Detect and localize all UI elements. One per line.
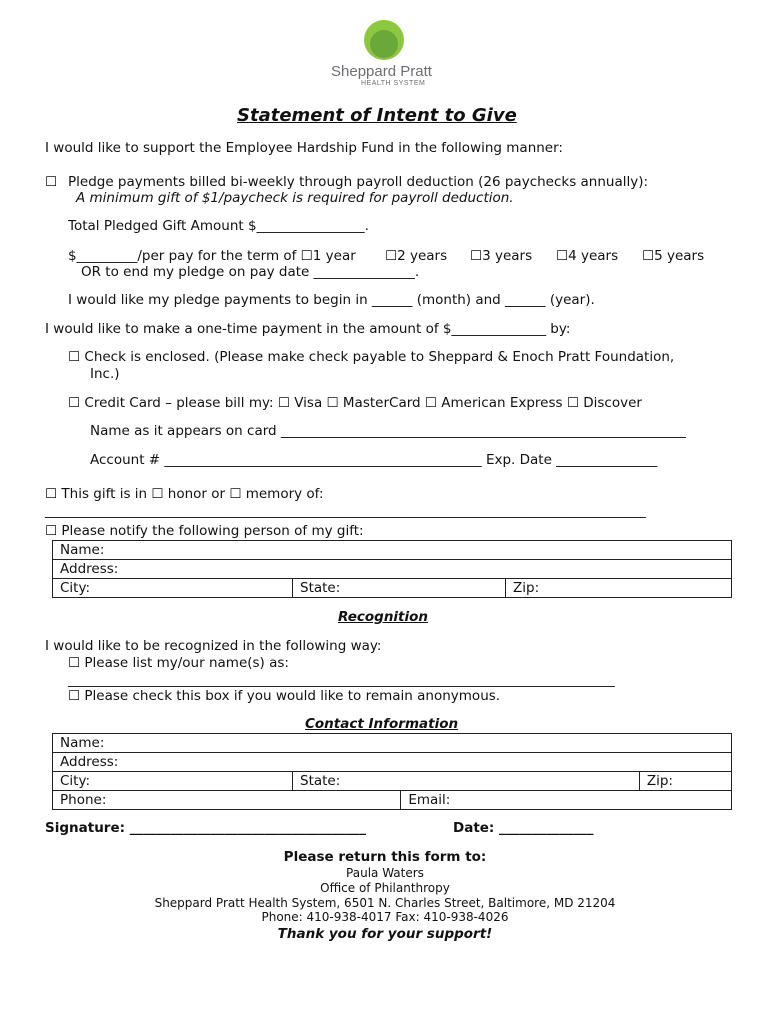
return-heading: Please return this form to: <box>283 849 487 865</box>
pledge-total: Total Pledged Gift Amount $________________. <box>68 218 369 234</box>
return-phone: Phone: 410-938-4017 Fax: 410-938-4026 <box>261 910 509 924</box>
contact-table <box>52 733 732 810</box>
notify-name[interactable]: Name: <box>53 541 732 560</box>
return-name: Paula Waters <box>346 866 424 880</box>
notify-table <box>52 540 732 598</box>
signature-line: Signature: ___________________________________ <box>45 820 366 836</box>
contact-state[interactable]: State: <box>293 772 640 791</box>
notify-state[interactable]: State: <box>293 579 506 598</box>
credit-card-option[interactable]: ☐ Credit Card – please bill my: ☐ Visa ☐ MasterCard ☐ American Express ☐ Discover <box>68 395 642 411</box>
pledge-checkbox[interactable]: ☐ <box>45 174 58 190</box>
pledge-per-pay: $_________/per pay for the term of ☐1 year <box>68 248 356 264</box>
honor-memory-label[interactable]: ☐ This gift is in ☐ honor or ☐ memory of: <box>45 486 324 502</box>
pledge-end-date: OR to end my pledge on pay date _______________. <box>81 264 420 280</box>
notify-zip[interactable]: Zip: <box>506 579 732 598</box>
term-3-years[interactable]: ☐3 years <box>470 248 533 264</box>
logo-name: Sheppard Pratt <box>331 63 432 80</box>
intro-text: I would like to support the Employee Hardship Fund in the following manner: <box>45 140 563 156</box>
name-on-card-field: Name as it appears on card ____________________________________________________________ <box>90 423 686 439</box>
contact-name[interactable]: Name: <box>53 734 732 753</box>
notify-city[interactable]: City: <box>53 579 293 598</box>
return-office: Office of Philanthropy <box>320 881 450 895</box>
list-names-option[interactable]: ☐ Please list my/our name(s) as: <box>68 655 289 671</box>
pledge-label: Pledge payments billed bi-weekly through payroll deduction (26 paychecks annually): <box>68 174 649 190</box>
recognition-heading: Recognition <box>338 609 429 625</box>
sheppard-pratt-logo-icon <box>362 18 406 62</box>
recognition-intro: I would like to be recognized in the following way: <box>45 638 382 654</box>
check-enclosed-cont: Inc.) <box>90 366 120 382</box>
anonymous-option[interactable]: ☐ Please check this box if you would like to remain anonymous. <box>68 688 501 704</box>
term-4-years[interactable]: ☐4 years <box>556 248 619 264</box>
contact-address[interactable]: Address: <box>53 753 732 772</box>
account-field: Account # _______________________________________________ Exp. Date _______________ <box>90 452 658 468</box>
notify-label[interactable]: ☐ Please notify the following person of my gift: <box>45 523 364 539</box>
term-5-years[interactable]: ☐5 years <box>642 248 705 264</box>
date-line: Date: ______________ <box>453 820 594 836</box>
term-2-years[interactable]: ☐2 years <box>385 248 448 264</box>
contact-email[interactable]: Email: <box>401 791 732 810</box>
pledge-begin: I would like my pledge payments to begin in ______ (month) and ______ (year). <box>68 292 595 308</box>
honor-line: _________________________________________________________________________________________ <box>45 503 646 519</box>
onetime-label: I would like to make a one-time payment in the amount of $______________ by: <box>45 321 571 337</box>
contact-phone[interactable]: Phone: <box>53 791 401 810</box>
return-address: Sheppard Pratt Health System, 6501 N. Charles Street, Baltimore, MD 21204 <box>154 896 616 910</box>
check-enclosed-option[interactable]: ☐ Check is enclosed. (Please make check payable to Sheppard & Enoch Pratt Foundation, <box>68 349 675 365</box>
contact-city[interactable]: City: <box>53 772 293 791</box>
notify-address[interactable]: Address: <box>53 560 732 579</box>
logo-subtitle: HEALTH SYSTEM <box>361 80 426 87</box>
pledge-note: A minimum gift of $1/paycheck is required for payroll deduction. <box>76 190 514 206</box>
list-names-line: _________________________________________________________________________________ <box>68 672 615 688</box>
contact-zip[interactable]: Zip: <box>639 772 731 791</box>
contact-heading: Contact Information <box>305 716 459 732</box>
thank-you: Thank you for your support! <box>277 926 493 942</box>
page-title: Statement of Intent to Give <box>237 105 517 126</box>
